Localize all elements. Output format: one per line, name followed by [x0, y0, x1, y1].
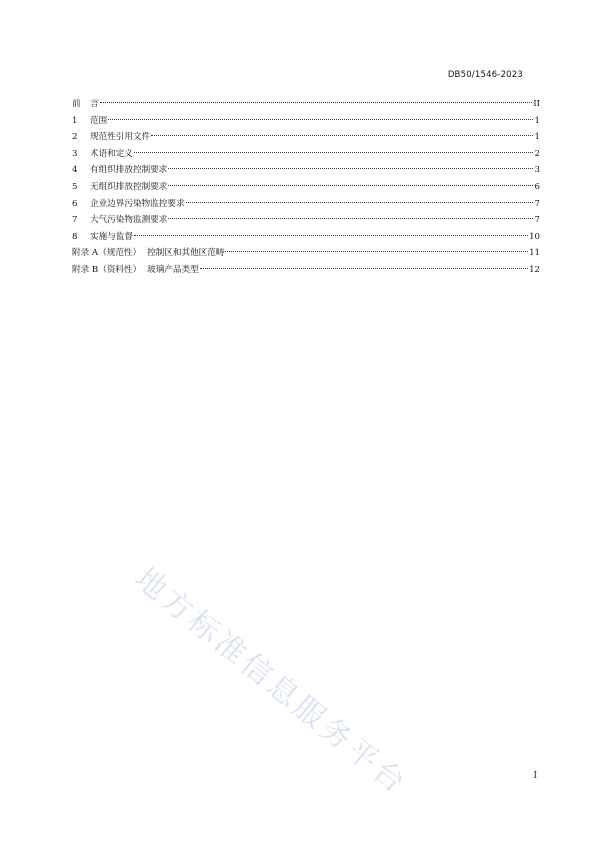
toc-entry-number: 7	[72, 215, 78, 226]
toc-leader-dots	[151, 134, 533, 136]
toc-entry-title: 无组织排放控制要求	[90, 181, 168, 192]
toc-leader-dots	[100, 101, 533, 103]
toc-leader-dots	[108, 118, 533, 120]
toc-entry-title: 言	[90, 99, 99, 109]
toc-appendix-b[interactable]	[72, 262, 540, 279]
toc-entry-title: 范围	[90, 115, 108, 126]
toc-entry-1[interactable]	[72, 113, 540, 130]
toc-appendix-a[interactable]	[72, 245, 540, 262]
document-code: DB50/1546-2023	[447, 70, 523, 80]
toc-entry-7[interactable]	[72, 212, 540, 229]
toc-appendix-page: 11	[529, 248, 540, 259]
toc-entry-2[interactable]	[72, 129, 540, 146]
toc-leader-dots	[134, 151, 533, 153]
toc-entry-title: 企业边界污染物监控要求	[90, 198, 185, 209]
table-of-contents	[72, 96, 540, 279]
toc-leader-dots	[134, 234, 528, 236]
toc-entry-number: 3	[72, 148, 78, 159]
toc-appendix-title: 控制区和其他区范畴	[147, 248, 225, 259]
toc-entry-page: 10	[529, 231, 540, 242]
toc-entry-page: 2	[534, 148, 540, 159]
watermark: 地方标准信息服务平台	[127, 561, 415, 803]
toc-entry-foreword[interactable]	[72, 96, 540, 113]
toc-entry-title: 术语和定义	[90, 148, 133, 159]
page-number: I	[533, 771, 537, 781]
toc-entry-page: 1	[534, 132, 540, 143]
toc-appendix-page: 12	[529, 264, 540, 275]
toc-appendix-label: 附录 B（资料性）	[72, 264, 142, 275]
toc-entry-8[interactable]	[72, 229, 540, 246]
toc-entry-page: 7	[534, 198, 540, 209]
toc-entry-title: 大气污染物监测要求	[90, 215, 168, 226]
toc-entry-page: 1	[534, 115, 540, 126]
toc-appendix-title: 玻璃产品类型	[147, 264, 199, 275]
toc-entry-page: II	[533, 99, 540, 109]
toc-entry-number: 前	[72, 99, 81, 109]
toc-entry-number: 5	[72, 181, 78, 192]
toc-appendix-label: 附录 A（规范性）	[72, 248, 142, 259]
toc-entry-page: 3	[534, 165, 540, 176]
toc-entry-title: 实施与监督	[90, 231, 133, 242]
toc-entry-number: 4	[72, 165, 78, 176]
toc-leader-dots	[200, 267, 528, 269]
toc-entry-title: 有组织排放控制要求	[90, 165, 168, 176]
toc-leader-dots	[168, 217, 533, 219]
toc-leader-dots	[186, 201, 533, 203]
toc-entry-number: 8	[72, 231, 78, 242]
toc-entry-number: 6	[72, 198, 78, 209]
toc-entry-page: 6	[534, 181, 540, 192]
toc-leader-dots	[168, 167, 533, 169]
toc-entry-3[interactable]	[72, 146, 540, 163]
toc-leader-dots	[225, 250, 528, 252]
toc-entry-5[interactable]	[72, 179, 540, 196]
toc-entry-4[interactable]	[72, 162, 540, 179]
toc-entry-number: 2	[72, 132, 78, 143]
toc-leader-dots	[168, 184, 533, 186]
toc-entry-title: 规范性引用文件	[90, 132, 151, 143]
toc-entry-page: 7	[534, 215, 540, 226]
toc-entry-6[interactable]	[72, 196, 540, 213]
toc-entry-number: 1	[72, 115, 78, 126]
